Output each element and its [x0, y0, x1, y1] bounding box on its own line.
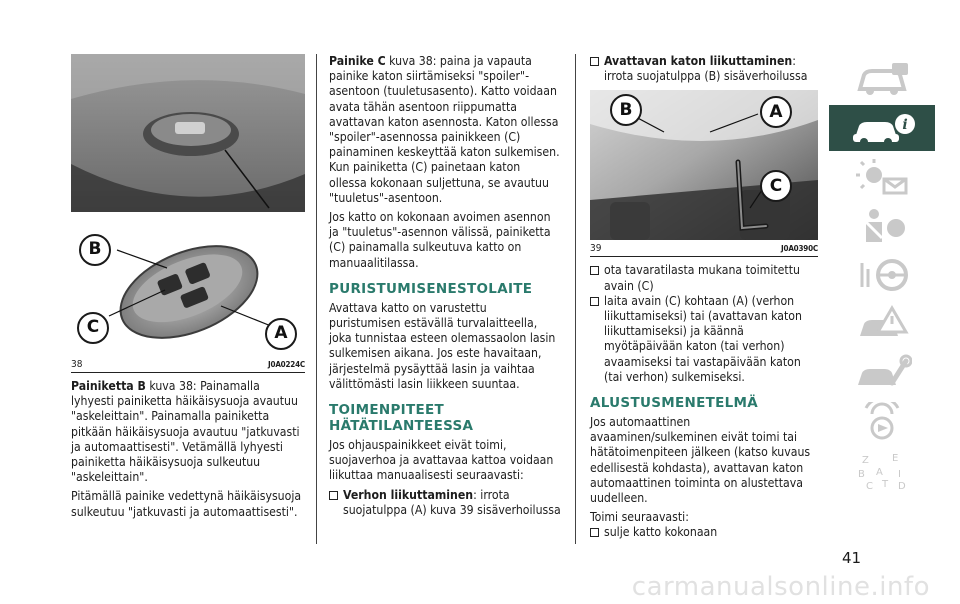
watermark: carmanualsonline.info [631, 572, 930, 602]
term-move-shade: Verhon liikuttaminen [343, 487, 474, 502]
bullet-text: : irrota suojatulppa (B) sisäverhoilussa [604, 54, 808, 84]
index-letter: C [866, 481, 873, 491]
callout-c: C [760, 170, 792, 202]
svg-text:i: i [902, 117, 908, 133]
sidebar-item-lights-warning[interactable] [829, 154, 935, 200]
paragraph-anti-pinch: Avattava katto on varustettu puristumisen estävällä turvalaitteella, joka tunnistaa esteen olemassaolon lasin sulkemisen aikana. Jos este havaitaan, järjestelmä pysäyttää lasin ja vaihtaa välittömästi lasin liikkeen suuntaa. [329, 300, 556, 391]
term-button-b: Painiketta B [71, 379, 146, 393]
paragraph-proceed: Toimi seuraavasti: [590, 510, 689, 525]
multimedia-icon [852, 402, 912, 442]
figure-38-caption [71, 356, 305, 373]
column-3 [590, 54, 818, 545]
term-move-roof: Avattavan katon liikuttaminen [604, 54, 793, 68]
figure-number: 39 [590, 243, 602, 255]
index-letter: A [876, 467, 883, 478]
column-divider [575, 54, 576, 544]
paragraph-manual-mode: Jos katto on kokonaan avoimen asennon ja "tuuletus"-asennon välissä, painiketta (C) painamalla sulkeutuva katto on manuaalitilassa. [329, 210, 551, 270]
car-wrench-icon [852, 353, 912, 393]
column-divider [316, 54, 317, 544]
figure-number: 38 [71, 359, 83, 370]
callout-c: C [77, 312, 109, 344]
sidebar-item-alphabet-index[interactable] [829, 448, 935, 494]
sidebar-item-multimedia[interactable] [829, 399, 935, 445]
heading-emergency [329, 402, 561, 434]
bullet-insert-key: laita avain (C) kohtaan (A) (verhon liikuttamiseksi) tai (avattavan katon liikuttamiseksi) ja käännä myötäpäivään katon (tai verhon) avaamiseksi tai vastapäivään katon (tai verhon) sulkemiseksi. [590, 294, 818, 385]
car-dashboard-icon [852, 59, 912, 99]
figure-38 [71, 54, 305, 356]
column-1 [71, 54, 305, 524]
figure-code: J0A0224C [268, 360, 305, 369]
chapter-sidebar [829, 56, 935, 497]
index-letter: E [892, 453, 899, 464]
car-warning-icon [852, 304, 912, 344]
figure-39-caption [590, 240, 818, 257]
lights-warning-icon [852, 157, 912, 197]
page-number: 41 [842, 549, 862, 567]
paragraph-button-c [329, 54, 561, 206]
figure-code: J0A0390C [781, 244, 818, 254]
index-letter: T [882, 479, 889, 490]
sidebar-item-car-warning[interactable] [829, 301, 935, 347]
term-button-c: Painike C [329, 54, 386, 68]
sidebar-item-car-info[interactable] [829, 105, 935, 151]
car-info-icon [847, 108, 917, 148]
paragraph-emergency: Jos ohjauspainikkeet eivät toimi, suojaverhoa ja avattavaa kattoa voidaan liikuttaa manuaalisesti seuraavasti: [329, 438, 554, 483]
callout-b: B [610, 94, 642, 126]
callout-a: A [760, 96, 792, 128]
overhead-console-photo [71, 54, 305, 356]
paragraph-init: Jos automaattinen avaaminen/sulkeminen eivät toimi tai hätätoimenpiteen jälkeen (katso kuvaus edellisestä kohdasta), avattavan katon automaattinen toiminta on alustettava uudelleen. [590, 415, 811, 506]
index-letter: B [858, 469, 865, 480]
sidebar-item-car-dashboard[interactable] [829, 56, 935, 102]
paragraph-text: kuva 38: paina ja vapauta painike katon siirtämiseksi "spoiler"-asentoon (tuuletusasento). Katto voidaan avata tähän asentoon riippumatta avattavan katon asennosta. Katon ollessa "spoiler"-asennossa painikkeen (C) painaminen keskeyttää katon sulkemisen. Kun painiketta (C) painetaan katon ollessa kokonaan suljettuna, se avautuu "tuuletus"-asentoon. [329, 54, 560, 205]
sidebar-item-steering-wheel[interactable] [829, 252, 935, 298]
bullet-move-shade [329, 488, 561, 518]
paragraph-button-b [71, 379, 305, 485]
sidebar-item-seatbelt-airbag[interactable] [829, 203, 935, 249]
column-2 [329, 54, 561, 522]
heading-init: ALUSTUSMENETELMÄ [590, 395, 759, 412]
bullet-close-roof: sulje katto kokonaan [590, 525, 818, 540]
callout-a: A [265, 318, 297, 350]
index-letter: I [898, 469, 901, 480]
paragraph-text: kuva 38: Painamalla lyhyesti painiketta häikäisysuoja avautuu "askeleittain". Painamalla painiketta pitkään häikäisysuoja avautuu "jatkuvasti ja automaattisesti". Vetämällä lyhyesti painiketta häikäisysuoja sulkeutuu "askeleittain". [71, 379, 300, 485]
steering-wheel-icon [852, 255, 912, 295]
heading-anti-pinch: PURISTUMISENESTOLAITE [329, 280, 533, 297]
alphabet-index-icon [852, 451, 912, 491]
index-letter: D [898, 481, 906, 491]
seatbelt-airbag-icon [852, 206, 912, 246]
index-letter: Z [862, 455, 869, 466]
callout-b: B [79, 234, 111, 266]
bullet-take-key: ota tavaratilasta mukana toimitettu avain (C) [590, 263, 818, 293]
bullet-move-roof [590, 54, 818, 84]
heading-emergency-line2: HÄTÄTILANTEESSA [329, 418, 474, 435]
figure-39 [590, 90, 818, 240]
paragraph-hold: Pitämällä painike vedettynä häikäisysuoja sulkeutuu "jatkuvasti ja automaattisesti". [71, 489, 302, 519]
sidebar-item-car-wrench[interactable] [829, 350, 935, 396]
bullet-text: : irrota suojatulppa (A) kuva 39 sisäverhoilussa [343, 487, 561, 517]
heading-emergency-line1: TOIMENPITEET [329, 402, 445, 419]
